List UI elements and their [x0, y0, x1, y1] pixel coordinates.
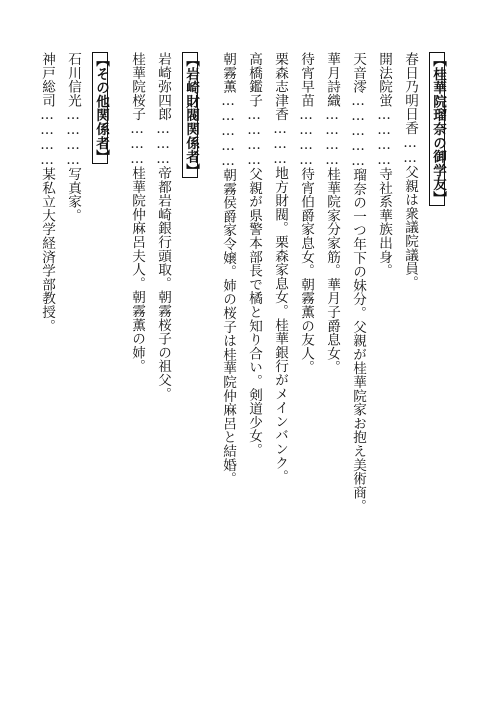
entry-name: 桂華院桜子: [129, 52, 145, 121]
entry-kaoru: [220, 52, 234, 486]
entry-name: 岩崎弥四郎: [155, 52, 171, 121]
entry-name: 朝霧薫: [220, 52, 236, 94]
entry-nobumitsu: [65, 52, 79, 222]
entry-sakurako: [129, 52, 143, 373]
entry-yashiro: [155, 52, 169, 401]
entry-leader-dots: ……: [402, 134, 418, 165]
entry-description: 桂華院家分家筋。華月子爵息女。: [324, 167, 340, 375]
entry-name: 高橋鑑子: [246, 52, 262, 108]
entry-leader-dots: …………: [324, 107, 340, 168]
entry-name: 華月詩織: [324, 52, 340, 108]
entry-name: 石川信光: [65, 52, 81, 108]
entry-leader-dots: ……………: [220, 93, 236, 169]
entry-leader-dots: …………: [246, 107, 262, 168]
entry-leader-dots: …………: [65, 107, 81, 168]
section-heading-classmates: [429, 52, 445, 206]
entry-description: 朝霧侯爵家令嬢。姉の桜子は桂華院仲麻呂と結婚。: [220, 168, 236, 486]
entry-description: 写真家。: [65, 167, 81, 223]
entry-shiori: [324, 52, 338, 374]
entry-asuka: [402, 52, 416, 289]
entry-description: 某私立大学経済学部教授。: [39, 167, 55, 333]
entry-leader-dots: ………: [129, 121, 145, 166]
entry-description: 寺社系華族出身。: [376, 167, 392, 278]
section-heading-others: [92, 52, 108, 164]
entry-leader-dots: ……………: [350, 93, 366, 169]
entry-description: 瑠奈の一つ年下の妹分。父親が桂華院家お抱え美術商。: [350, 168, 366, 514]
entry-leader-dots: …………: [39, 107, 55, 168]
entry-name: 待宵早苗: [298, 52, 314, 108]
entry-name: 天音澪: [350, 52, 366, 94]
entry-description: 父親は衆議院議員。: [402, 164, 418, 290]
entry-description: 桂華院仲麻呂夫人。朝霧薫の姉。: [129, 166, 145, 373]
entry-akiko: [246, 52, 260, 457]
entry-sanae: [298, 52, 312, 374]
entry-description: 帝都岩崎銀行頭取。朝霧桜子の祖父。: [155, 166, 171, 401]
entry-leader-dots: ………: [272, 121, 288, 166]
entry-leader-dots: ………: [155, 121, 171, 166]
section-heading-text: 【桂華院瑠奈の御学友】: [430, 53, 446, 205]
section-heading-text: 【岩崎財閥関係者】: [183, 53, 199, 178]
entry-description: 地方財閥。栗森家息女。桂華銀行がメインバンク。: [272, 166, 288, 484]
entry-name: 神戸総司: [39, 52, 55, 108]
entry-soji: [39, 52, 53, 333]
section-heading-text: 【その他関係者】: [93, 53, 109, 164]
entry-hotaru: [376, 52, 390, 278]
entry-description: 父親が県警本部長で橘と知り合い。剣道少女。: [246, 167, 262, 458]
entry-name: 春日乃明日香: [402, 52, 418, 135]
entry-description: 待宵伯爵家息女。朝霧薫の友人。: [298, 167, 314, 375]
entry-shizuka: [272, 52, 286, 483]
entry-leader-dots: …………: [298, 107, 314, 168]
entry-mio: [350, 52, 364, 513]
entry-name: 開法院蛍: [376, 52, 392, 108]
entry-leader-dots: …………: [376, 107, 392, 168]
entry-name: 栗森志津香: [272, 52, 288, 121]
section-heading-iwasaki: [182, 52, 198, 178]
